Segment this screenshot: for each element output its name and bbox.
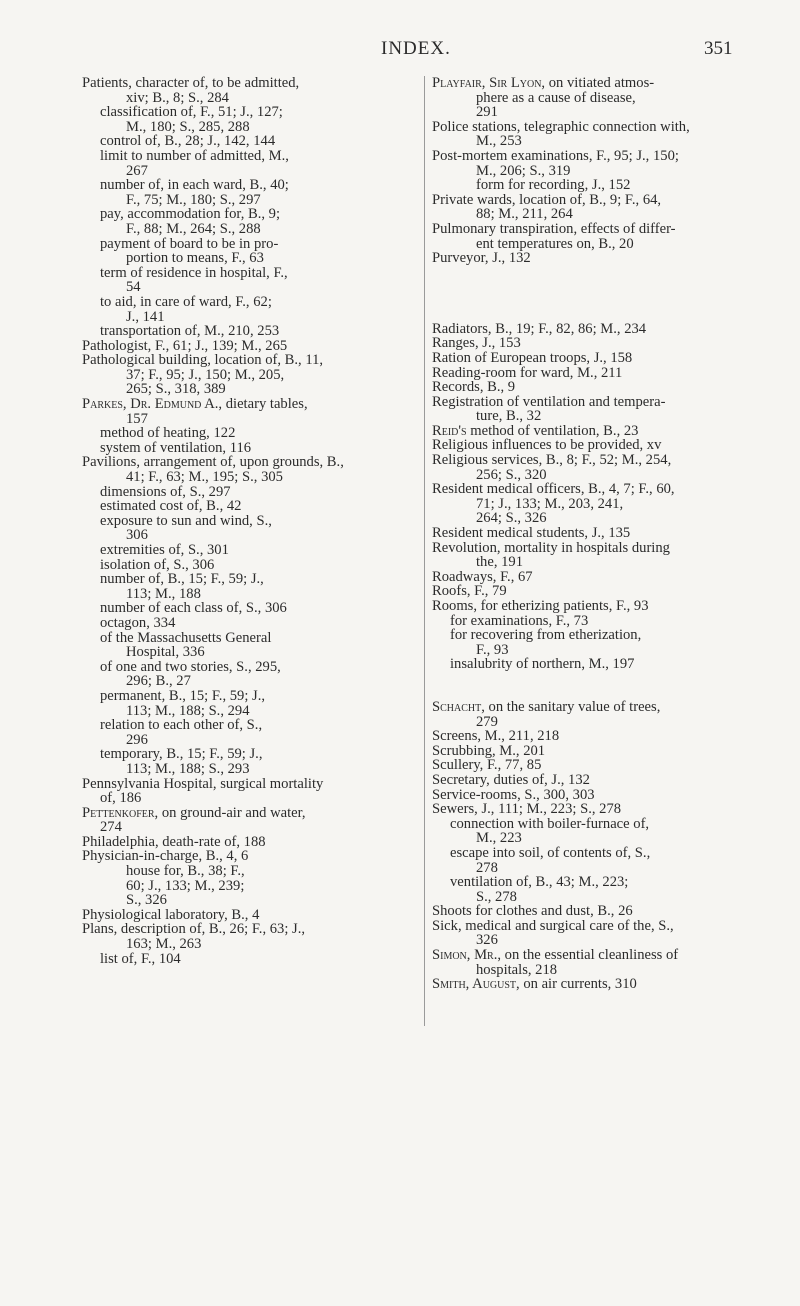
index-entry: 296 [126,731,148,748]
index-entry: 163; M., 263 [126,936,202,953]
index-entry: ent temperatures on, B., 20 [476,235,634,252]
spacer [432,294,768,308]
spacer [432,308,768,322]
index-entry: escape into soil, of contents of, S., [450,844,651,861]
index-entry: Reading-room for ward, M., 211 [432,364,623,381]
index-entry: 41; F., 63; M., 195; S., 305 [126,469,283,486]
index-entry: Secretary, duties of, J., 132 [432,771,590,788]
index-entry-name: Reid's [432,422,467,439]
index-entry: Ration of European troops, J., 158 [432,349,633,366]
page-header [0,38,800,66]
index-entry: Pathological building, location of, B., 11, [82,352,324,369]
index-entry: Religious services, B., 8; F., 52; M., 254, [432,452,672,469]
index-entry-name: Schacht, [432,698,485,715]
index-entry-name: Playfair, Sir Lyon, [432,75,546,91]
spacer [432,672,768,686]
index-entry: estimated cost of, B., 42 [100,498,242,515]
index-entry: house for, B., 38; F., [126,863,245,880]
index-entry: 157 [126,410,148,427]
index-entry: Plans, description of, B., 26; F., 63; J., [82,921,306,938]
index-entry: form for recording, J., 152 [476,177,631,194]
index-entry: limit to number of admitted, M., [100,147,289,164]
index-entry: Simon, Mr., on the essential cleanliness of [432,947,679,964]
index-entry: Records, B., 9 [432,379,516,396]
index-entry: Purveyor, J., 132 [432,250,531,267]
index-entry: extremities of, S., 301 [100,542,229,558]
index-entry: F., 93 [476,641,509,658]
index-entry: Physician-in-charge, B., 4, 6 [82,848,249,865]
spacer [432,280,768,294]
index-entry: 291 [476,104,498,121]
index-entry: list of, F., 104 [100,950,181,967]
index-entry: exposure to sun and wind, S., [100,512,272,529]
index-entry: 296; B., 27 [126,673,191,690]
index-entry: 264; S., 326 [476,510,547,527]
column-divider [424,76,425,1026]
index-entry: insalubrity of northern, M., 197 [450,656,635,673]
index-entry: Pulmonary transpiration, effects of differ- [432,220,676,237]
index-entry: Post-mortem examinations, F., 95; J., 150; [432,147,679,164]
index-entry: Parkes, Dr. Edmund A., dietary tables, [82,396,308,413]
running-title: INDEX. [381,38,451,59]
index-entry: control of, B., 28; J., 142, 144 [100,133,276,150]
index-entry: J., 141 [126,308,165,325]
index-entry: Pathologist, F., 61; J., 139; M., 265 [82,337,288,354]
index-entry: hospitals, 218 [476,961,558,978]
index-entry: Roofs, F., 79 [432,583,507,600]
index-entry: Pettenkofer, on ground-air and water, [82,804,306,821]
index-entry: Hospital, 336 [126,644,205,661]
index-entry: Patients, character of, to be admitted, [82,75,300,91]
index-entry: 279 [476,713,498,730]
index-entry: S., 326 [126,892,167,909]
index-entry: 113; M., 188 [126,585,201,602]
index-entry: Sick, medical and surgical care of the, S., [432,917,674,934]
index-entry: relation to each other of, S., [100,717,263,734]
index-entry: 37; F., 95; J., 150; M., 205, [126,366,285,383]
page-number: 351 [704,38,733,59]
index-entry-name: Pettenkofer, [82,804,159,821]
index-entry: F., 88; M., 264; S., 288 [126,220,261,237]
index-entry: xiv; B., 8; S., 284 [126,89,229,106]
index-entry: 265; S., 318, 389 [126,381,226,398]
index-entry: number of each class of, S., 306 [100,600,287,617]
index-entry: dimensions of, S., 297 [100,483,231,500]
index-entry: M., 180; S., 285, 288 [126,118,250,135]
index-entry: number of, B., 15; F., 59; J., [100,571,264,588]
index-entry: Revolution, mortality in hospitals during [432,539,670,556]
index-entry: Scrubbing, M., 201 [432,742,546,759]
index-entry: the, 191 [476,554,524,571]
index-entry: system of ventilation, 116 [100,439,252,456]
index-entry: for recovering from etherization, [450,627,642,644]
index-entry: Police stations, telegraphic connection with, [432,118,690,135]
index-entry: 60; J., 133; M., 239; [126,877,245,894]
index-entry: octagon, 334 [100,614,176,631]
index-entry: Registration of ventilation and tempera- [432,393,666,410]
index-entry: Resident medical students, J., 135 [432,525,631,542]
index-column-right [432,76,768,992]
index-entry: Resident medical officers, B., 4, 7; F., 60, [432,481,675,498]
index-entry: Ranges, J., 153 [432,335,521,352]
index-entry: Pennsylvania Hospital, surgical mortality [82,775,324,792]
index-entry: Smith, August, on air currents, 310 [432,976,637,993]
spacer [432,686,768,700]
index-entry: term of residence in hospital, F., [100,264,288,281]
index-entry: Shoots for clothes and dust, B., 26 [432,903,633,920]
index-entry: phere as a cause of disease, [476,89,636,106]
index-entry: Physiological laboratory, B., 4 [82,906,260,923]
index-entry: method of heating, 122 [100,425,236,442]
index-entry: isolation of, S., 306 [100,556,215,573]
index-entry: 113; M., 188; S., 294 [126,702,250,719]
index-entry: F., 75; M., 180; S., 297 [126,191,261,208]
index-entry: of, 186 [100,790,142,807]
index-entry: M., 206; S., 319 [476,162,571,179]
index-entry: Schacht, on the sanitary value of trees, [432,698,661,715]
index-entry: 326 [476,932,498,949]
index-entry-name: Parkes, Dr. Edmund [82,396,202,413]
index-entry: Service-rooms, S., 300, 303 [432,786,595,803]
index-entry: 71; J., 133; M., 203, 241, [476,495,624,512]
index-entry: Religious influences to be provided, xv [432,437,662,454]
index-entry: Private wards, location of, B., 9; F., 64, [432,191,662,208]
index-entry: 267 [126,162,148,179]
index-entry: 54 [126,279,141,296]
index-entry: Scullery, F., 77, 85 [432,757,542,774]
index-entry: 113; M., 188; S., 293 [126,760,250,777]
index-entry: portion to means, F., 63 [126,250,264,267]
index-entry: number of, in each ward, B., 40; [100,177,289,194]
index-entry: pay, accommodation for, B., 9; [100,206,281,223]
index-entry: 306 [126,527,148,544]
index-entry: for examinations, F., 73 [450,612,589,629]
index-entry: of one and two stories, S., 295, [100,658,281,675]
index-entry: M., 223 [476,830,522,847]
index-entry: Philadelphia, death-rate of, 188 [82,833,266,850]
index-entry: ture, B., 32 [476,408,542,425]
index-entry: to aid, in care of ward, F., 62; [100,293,272,310]
index-entry: Pavilions, arrangement of, upon grounds, B., [82,454,344,471]
index-column-left [82,76,418,966]
index-entry: Radiators, B., 19; F., 82, 86; M., 234 [432,320,647,337]
index-entry: 256; S., 320 [476,466,547,483]
index-entry: Sewers, J., 111; M., 223; S., 278 [432,801,622,818]
index-entry-name: Simon, Mr., [432,947,502,964]
index-entry: Reid's method of ventilation, B., 23 [432,422,639,439]
index-entry: Playfair, Sir Lyon, on vitiated atmos- [432,75,655,91]
index-entry: payment of board to be in pro- [100,235,279,252]
index-entry: 278 [476,859,498,876]
index-entry-name: Smith, August, [432,976,520,993]
index-entry: S., 278 [476,888,517,905]
index-entry: Rooms, for etherizing patients, F., 93 [432,598,649,614]
index-entry: M., 253 [476,133,522,150]
index-entry: temporary, B., 15; F., 59; J., [100,746,263,763]
index-entry: Roadways, F., 67 [432,568,533,585]
index-entry: permanent, B., 15; F., 59; J., [100,687,266,704]
index-entry: of the Massachusetts General [100,629,272,646]
index-entry: ventilation of, B., 43; M., 223; [450,874,629,891]
index-entry: Screens, M., 211, 218 [432,728,560,745]
index-entry: transportation of, M., 210, 253 [100,323,280,340]
index-entry: classification of, F., 51; J., 127; [100,104,283,121]
spacer [432,266,768,280]
index-entry: 274 [100,819,122,836]
index-entry: 88; M., 211, 264 [476,206,573,223]
index-entry: connection with boiler-furnace of, [450,815,650,832]
